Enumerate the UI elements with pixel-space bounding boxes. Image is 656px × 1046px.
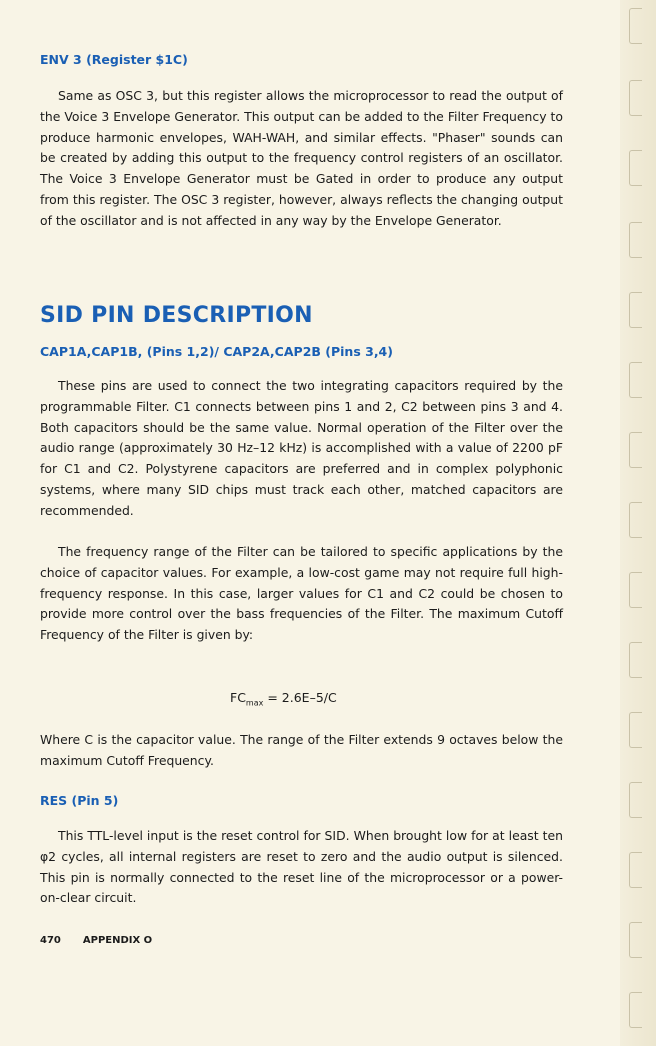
- index-tab: [629, 712, 642, 748]
- env3-heading: ENV 3 (Register $1C): [40, 52, 188, 67]
- sid-pin-description-heading: SID PIN DESCRIPTION: [40, 303, 313, 328]
- index-tab: [629, 572, 642, 608]
- index-tab: [629, 150, 642, 186]
- index-tab: [629, 432, 642, 468]
- res-heading: RES (Pin 5): [40, 793, 119, 808]
- cap-pins-heading: CAP1A,CAP1B, (Pins 1,2)/ CAP2A,CAP2B (Pins 3,4): [40, 344, 393, 359]
- cutoff-formula: [230, 690, 337, 708]
- formula-lhs: FC: [230, 690, 246, 705]
- cap-paragraph-1: These pins are used to connect the two integrating capacitors required by the programmable Filter. C1 connects between pins 1 and 2, C2 between pins 3 and 4. Both capacitors should be the same value. Normal operation of the Filter over the audio range (approximately 30 Hz–12 kHz) is accomplished with a value of 2200 pF for C1 and C2. Polystyrene capacitors are preferred and in complex polyphonic systems, where many SID chips must track each other, matched capacitors are recommended.: [40, 378, 563, 518]
- cap-paragraph-2: The frequency range of the Filter can be tailored to specific applications by the choice of capacitor values. For example, a low-cost game may not require full high-frequency response. In this case, larger values for C1 and C2 could be chosen to provide more control over the bass frequencies of the Filter. The maximum Cutoff Frequency of the Filter is given by:: [40, 544, 563, 643]
- index-tab: [629, 292, 642, 328]
- index-tab: [629, 992, 642, 1028]
- section-label: APPENDIX O: [82, 935, 153, 946]
- index-tab: [629, 502, 642, 538]
- index-tab: [629, 222, 642, 258]
- index-tab: [629, 362, 642, 398]
- env3-paragraph: Same as OSC 3, but this register allows the microprocessor to read the output of the Voice 3 Envelope Generator. This output can be added to the Filter Frequency to produce harmonic envelopes, WAH-WAH, and similar effects. "Phaser" sounds can be created by adding this output to the frequency control registers of an oscillator. The Voice 3 Envelope Generator must be Gated in order to produce any output from this register. The OSC 3 register, however, always reflects the changing output of the oscillator and is not affected in any way by the Envelope Generator.: [40, 88, 563, 228]
- page-number: 470: [40, 935, 61, 946]
- res-paragraph: This TTL-level input is the reset control for SID. When brought low for at least ten φ2 cycles, all internal registers are reset to zero and the audio output is silenced. This pin is normally connected to the reset line of the microprocessor or a power-on-clear circuit.: [40, 828, 563, 906]
- index-tab: [629, 782, 642, 818]
- index-tab: [629, 80, 642, 116]
- index-tab: [629, 922, 642, 958]
- formula-note: Where C is the capacitor value. The range of the Filter extends 9 octaves below the maximum Cutoff Frequency.: [40, 732, 563, 768]
- formula-rhs: = 2.6E–5/C: [267, 690, 337, 705]
- page-footer: [40, 935, 152, 946]
- index-tab: [629, 8, 642, 44]
- index-tabs-edge: [620, 0, 656, 1046]
- formula-subscript: max: [245, 698, 264, 708]
- index-tab: [629, 642, 642, 678]
- index-tab: [629, 852, 642, 888]
